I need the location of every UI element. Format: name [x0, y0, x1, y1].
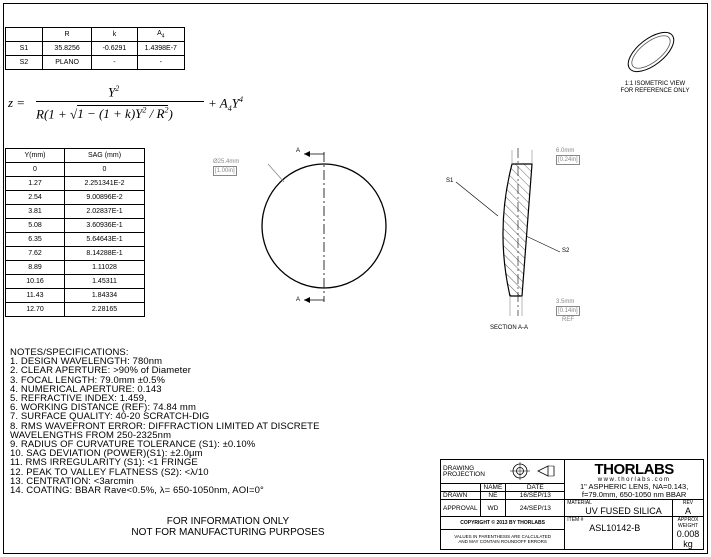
- table-row: [6, 56, 185, 70]
- denominator-exponent-b: 2: [142, 106, 147, 115]
- material-value: UV FUSED SILICA: [585, 506, 662, 516]
- table-row: [6, 247, 145, 261]
- table-cell: 3.81: [6, 205, 65, 219]
- note-line: 7. SURFACE QUALITY: 40-20 SCRATCH-DIG: [10, 411, 210, 423]
- s2-leader: [526, 236, 560, 252]
- denominator-part-c: / R: [149, 106, 165, 122]
- equation-lhs: z =: [8, 95, 26, 110]
- website: www.thorlabs.com: [597, 477, 671, 483]
- note-line: 6. WORKING DISTANCE (REF): 74.84 mm: [10, 402, 196, 414]
- table-cell: 1.27: [6, 177, 65, 191]
- table-cell: 8.89: [6, 261, 65, 275]
- table-cell: 8.14288E-1: [65, 247, 145, 261]
- denominator-end: ): [168, 106, 173, 122]
- table-cell: 2.54: [6, 191, 65, 205]
- table-row: [6, 275, 145, 289]
- weight-value: 0.008 kg: [676, 529, 700, 549]
- table-cell: 6.35: [6, 233, 65, 247]
- table-cell: 0: [65, 163, 145, 177]
- table-cell: k: [92, 28, 137, 42]
- note-line: 14. COATING: BBAR Rave<0.5%, λ= 650-1050nm, AOI=0°: [10, 485, 264, 496]
- desc-line2: f=79.0mm, 650-1050 nm BBAR: [581, 489, 687, 499]
- note-line: WAVELENGTHS FROM 250-2325nm: [10, 429, 172, 441]
- subscript: 4: [161, 33, 165, 40]
- approval-label: APPROVAL: [441, 500, 481, 517]
- title-block: [440, 459, 704, 550]
- thickness-in: [0.24in]: [558, 157, 578, 163]
- note-line: 9. RADIUS OF CURVATURE TOLERANCE (S1): ±0.10%: [10, 439, 256, 450]
- tail-y: Y: [231, 95, 239, 111]
- table-row: [6, 177, 145, 191]
- table-cell: 1.11028: [65, 261, 145, 275]
- title-block-row: [441, 460, 704, 484]
- weight-cell: [673, 517, 704, 550]
- item-label: ITEM #: [567, 517, 584, 523]
- note-line: 4. NUMERICAL APERTURE: 0.143: [10, 383, 162, 395]
- projection-symbol-cell: [506, 460, 565, 484]
- name-header: NAME: [480, 484, 506, 492]
- drawn-label: DRAWN: [441, 492, 481, 500]
- desc-line1: 1" ASPHERIC LENS, NA=0.143,: [579, 482, 689, 491]
- company-logo-cell: [565, 460, 704, 500]
- table-row: [6, 205, 145, 219]
- note-line: 8. RMS WAVEFRONT ERROR: DIFFRACTION LIMITED AT DISCRETE: [10, 420, 320, 432]
- asphere-equation: [8, 86, 268, 130]
- table-row: [6, 261, 145, 275]
- material-label: MATERIAL: [567, 500, 592, 506]
- edge-ref: REF: [562, 317, 574, 323]
- table-cell: 11.43: [6, 289, 65, 303]
- diameter-in: [1.00in]: [215, 168, 235, 174]
- surface-parameters-table: [5, 27, 185, 70]
- table-cell: 9.00896E-2: [65, 191, 145, 205]
- thickness-mm: 6.0mm: [556, 148, 575, 154]
- isometric-caption-line2: FOR REFERENCE ONLY: [620, 88, 690, 94]
- table-row: [6, 42, 185, 56]
- rev-value: A: [684, 506, 691, 516]
- numerator-exponent: 2: [115, 84, 120, 93]
- parenthesis-note: [441, 529, 565, 549]
- table-row: [6, 149, 145, 163]
- table-row: [6, 233, 145, 247]
- table-cell: 2.02837E-1: [65, 205, 145, 219]
- table-cell: 2.251341E-2: [65, 177, 145, 191]
- table-cell: 5.08: [6, 219, 65, 233]
- section-marker-top: A: [296, 148, 301, 154]
- table-row: [6, 303, 145, 317]
- table-cell: 10.16: [6, 275, 65, 289]
- table-cell: 35.8256: [42, 42, 91, 56]
- table-cell: 12.70: [6, 303, 65, 317]
- table-cell: 1.84334: [65, 289, 145, 303]
- table-cell: R: [42, 28, 91, 42]
- projection-label-line1: DRAWING: [443, 464, 475, 472]
- disclaimer-line1: FOR INFORMATION ONLY: [166, 516, 290, 527]
- denominator-part-b: 1 − (1 + k)Y: [77, 106, 143, 122]
- sag-table: [5, 148, 145, 317]
- copyright: COPYRIGHT © 2013 BY THORLABS: [441, 517, 565, 530]
- table-cell: 2.28165: [65, 303, 145, 317]
- table-cell: 0: [6, 163, 65, 177]
- section-marker-bottom: A: [296, 297, 301, 303]
- rev-cell: [673, 500, 704, 517]
- notes-heading: NOTES/SPECIFICATIONS:: [10, 347, 129, 358]
- diameter-leader: [268, 164, 284, 182]
- edge-mm: 3.5mm: [556, 299, 575, 305]
- table-cell: 1.4398E-7: [137, 42, 184, 56]
- material-cell: [565, 500, 673, 517]
- section-caption: SECTION A-A: [490, 325, 529, 331]
- drawn-name: NE: [480, 492, 506, 500]
- table-cell: S2: [6, 56, 43, 70]
- tail-text: + A: [208, 95, 228, 111]
- isometric-lens-icon: [606, 18, 696, 82]
- note-line: 1. DESIGN WAVELENGTH: 780nm: [10, 356, 163, 368]
- s1-label: S1: [446, 178, 454, 184]
- diameter-mm: Ø25.4mm: [213, 159, 240, 165]
- title-block-row: [441, 500, 704, 517]
- equation-numerator: [108, 84, 119, 100]
- approval-name: WD: [480, 500, 506, 517]
- table-cell: -: [137, 56, 184, 70]
- approval-date: 24/SEP/13: [506, 500, 565, 517]
- third-angle-projection-icon: [508, 461, 558, 481]
- table-header-cell: SAG (mm): [65, 149, 145, 163]
- table-cell: -: [92, 56, 137, 70]
- lens-cross-section: [503, 164, 532, 296]
- weight-label: APPROX WEIGHT: [677, 517, 699, 529]
- table-cell: S1: [6, 42, 43, 56]
- denominator-part-a: R(1 +: [36, 106, 67, 122]
- diameter-dimension: [213, 158, 239, 176]
- note-line: 13. CENTRATION: <3arcmin: [10, 475, 134, 487]
- isometric-caption: [610, 81, 700, 95]
- numerator-text: Y: [108, 84, 116, 100]
- thickness-dimension: [556, 147, 580, 165]
- arrow-head: [304, 297, 310, 303]
- table-row: [6, 289, 145, 303]
- table-cell: PLANO: [42, 56, 91, 70]
- rev-label: REV: [682, 500, 694, 506]
- table-header-cell: Y(mm): [6, 149, 65, 163]
- note-line: 2. CLEAR APERTURE: >90% of Diameter: [10, 365, 191, 377]
- equation-tail: [208, 95, 243, 113]
- table-row: [6, 191, 145, 205]
- blank-cell: [441, 484, 481, 492]
- thorlabs-logo: THORLABS: [594, 461, 674, 478]
- title-block-row: [441, 517, 704, 530]
- note-line: 5. REFRACTIVE INDEX: 1.459,: [10, 393, 147, 404]
- table-row: [6, 163, 145, 177]
- s1-leader: [456, 182, 498, 216]
- disclaimer: [108, 516, 348, 538]
- table-cell: 5.64643E-1: [65, 233, 145, 247]
- table-cell: -0.6291: [92, 42, 137, 56]
- sag-table-body: [6, 149, 145, 317]
- isometric-caption-line1: 1:1 ISOMETRIC VIEW: [624, 81, 686, 87]
- note-line: 10. SAG DEVIATION (POWER)(S1): ±2.0μm: [10, 448, 203, 460]
- edge-in: [0.14in]: [558, 308, 578, 314]
- denominator-exponent-c: 2: [164, 106, 169, 115]
- parenthesis-note-line2: AND MAY CONTAIN ROUNDOFF ERRORS: [458, 539, 547, 545]
- tail-exponent: 4: [238, 95, 243, 104]
- table-cell: 3.60936E-1: [65, 219, 145, 233]
- item-value: ASL10142-B: [589, 523, 641, 533]
- arrow-head: [304, 151, 310, 157]
- tail-subscript: 4: [227, 103, 232, 113]
- projection-label-line2: PROJECTION: [443, 470, 485, 478]
- date-header: DATE: [506, 484, 565, 492]
- note-line: 12. PEAK TO VALLEY FLATNESS (S2): <λ/10: [10, 466, 209, 478]
- table-row: [6, 219, 145, 233]
- s2-label: S2: [562, 248, 570, 254]
- table-cell: [6, 28, 43, 42]
- note-line: 3. FOCAL LENGTH: 79.0mm ±0.5%: [10, 374, 166, 386]
- projection-label: [441, 460, 506, 484]
- drawn-date: 16/SEP/13: [506, 492, 565, 500]
- disclaimer-line2: NOT FOR MANUFACTURING PURPOSES: [131, 527, 325, 538]
- table-cell: 1.45311: [65, 275, 145, 289]
- item-cell: [565, 517, 673, 550]
- fraction-bar: [36, 101, 204, 102]
- table-cell: 7.62: [6, 247, 65, 261]
- equation-denominator: [36, 106, 173, 122]
- sqrt-symbol: √: [70, 106, 78, 122]
- sqrt-content: [77, 105, 168, 121]
- edge-dimension: [556, 298, 580, 324]
- table-cell: $A_4$: [137, 28, 184, 42]
- note-line: 11. RMS IRREGULARITY (S1): <1 FRINGE: [10, 457, 198, 469]
- parenthesis-note-line1: VALUES IN PARENTHESIS ARE CALCULATED: [454, 534, 552, 540]
- table-row: [6, 28, 185, 42]
- part-description: [567, 483, 701, 498]
